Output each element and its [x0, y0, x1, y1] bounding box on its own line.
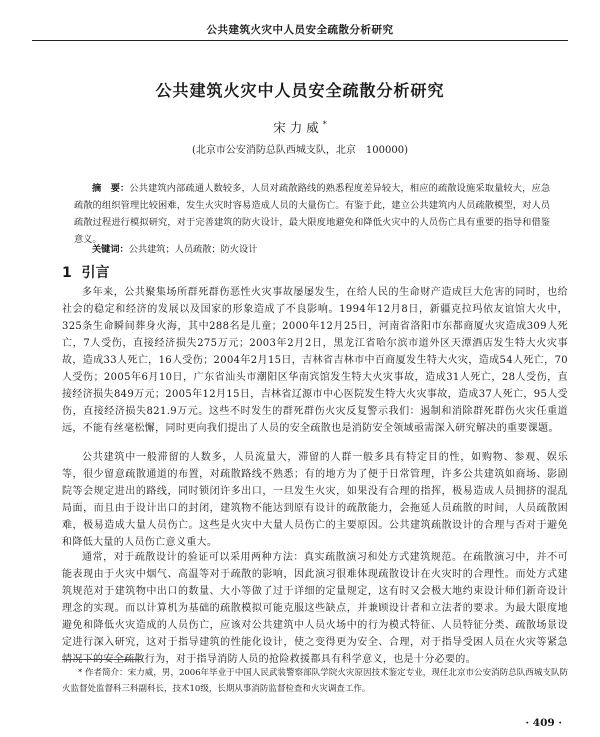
paper-title: 公共建筑火灾中人员安全疏散分析研究 — [155, 81, 445, 100]
keywords — [92, 241, 550, 255]
author-name: 宋力威 — [273, 120, 323, 135]
section-heading — [62, 262, 110, 282]
abstract — [74, 180, 550, 248]
section-number: 1 — [62, 265, 72, 281]
footnote-rule — [62, 659, 142, 660]
body-paragraph-1: 多年来，公共聚集场所群死群伤恶性火灾事故屡屡发生，在给人民的生命财产造成巨大危害的同时，也给社会的稳定和经济的发展以及国家的形象造成了不良影响。1994年12月8日，新疆克拉玛依友谊馆大火中，325条生命瞬间葬身火海，其中288名是儿童；2000年12月25日，河南省洛阳市东都商厦火灾造成309人死亡，7人受伤，直接经济损失275万元；2003年2月2日，黑龙江省哈尔滨市道外区天潭酒店发生特大火灾事故，造成33人死亡，16人受伤；2004年2月15日，吉林省吉林市中百商厦发生特大火灾，造成54人死亡，70人受伤；2005年6月10日，广东省汕头市潮阳区华南宾馆发生特大火灾事故，造成31人死亡，28人受伤，直接经济损失849万元；2005年12月15日，吉林省辽源市中心医院发生特大火灾事故，造成37人死亡，95人受伤，直接经济损失821.9万元。这些不时发生的群死群伤火灾反复警示我们：遏制和消除群死群伤火灾任重道远，不能有丝毫松懈，同时更向我们提出了人员的安全疏散也是消防安全领域亟需深入研究解决的重要课题。 — [62, 287, 568, 434]
page-number: · 409 · — [525, 717, 562, 729]
body-paragraph-2: 公共建筑中一般滞留的人数多，人员流量大，滞留的人群一般多具有特定目的性，如购物、参观、娱乐等，很少留意疏散通道的布置，对疏散路线不熟悉；有的地方为了便于日常管理，许多公共建筑如商场、影剧院等会规定进出的路线，同时锁闭许多出口，一旦发生火灾，如果没有合理的指挥，极易造成人员拥挤的混乱局面，而且由于设计出口的封闭，建筑物不能达到原有设计的疏散能力，会拖延人员疏散的时间，人员疏散困难，极易造成大量人员伤亡。这些是火灾中大量人员伤亡的主要原因。公共建筑疏散设计的合理与否对于避免和降低大量的人员伤亡意义重大。 — [62, 452, 568, 548]
keywords-text: 公共建筑；人员疏散；防火设计 — [128, 244, 258, 255]
header-rule — [32, 40, 568, 41]
footnote-text: 作者简介：宋力威，男，2006年毕业于中国人民武装警察部队学院火灾原因技术鉴定专业，现任北京市公安消防总队西城支队防火监督处监督科三科副科长，技术10级，长期从事消防监督检查和火灾调查工作。 — [62, 668, 569, 694]
footnote — [62, 665, 568, 697]
section-title: 引言 — [81, 265, 110, 281]
abstract-label: 摘 要： — [92, 183, 130, 194]
keywords-label: 关键词： — [92, 244, 129, 255]
abstract-text: 公共建筑内部疏通人数较多，人员对疏散路线的熟悉程度差异较大，相应的疏散设施采取量较大，应急疏散的组织管理比较困难，发生火灾时容易造成人员的大量伤亡。有鉴于此，建立公共建筑内人员疏散模型，对人员疏散过程进行模拟研究，对于完善建筑的防火设计，最大限度地避免和降低火灾中的人员伤亡具有重要的指导和借鉴意义。 — [74, 183, 551, 245]
author-line — [0, 118, 600, 136]
author-footnote-mark: * — [322, 119, 327, 129]
body-paragraph-3: 通常，对于疏散设计的验证可以采用两种方法：真实疏散演习和处方式建筑规范。在疏散演习中，并不可能表现由于火灾中烟气、高温等对于疏散的影响，因此演习很难体现疏散设计在火灾时的合理性。而处方式建筑规范对于建筑物中出口的数量、大小等做了过于详细的定量规定，这有时又会极大地约束设计师们新奇设计理念的实现。而以计算机为基础的疏散模拟可能克服这些缺点，并兼顾设计者和立法者的要求。为最大限度地避免和降低火灾造成的人员伤亡，应该对公共建筑中人员火场中的行为模式特征、人员特征分类、疏散场景设定进行深入研究，这对于指导建筑的性能化设计，使之变得更为安全、合理，对于指导受困人员在火灾等紧急情况下的安全疏散行为，对于指导消防人员的抢险救援都具有科学意义，也是十分必要的。 — [62, 552, 568, 665]
running-head: 公共建筑火灾中人员安全疏散分析研究 — [206, 24, 394, 36]
affiliation: (北京市公安消防总队西城支队，北京 100000) — [192, 145, 408, 156]
footnote-mark: * — [78, 668, 83, 678]
